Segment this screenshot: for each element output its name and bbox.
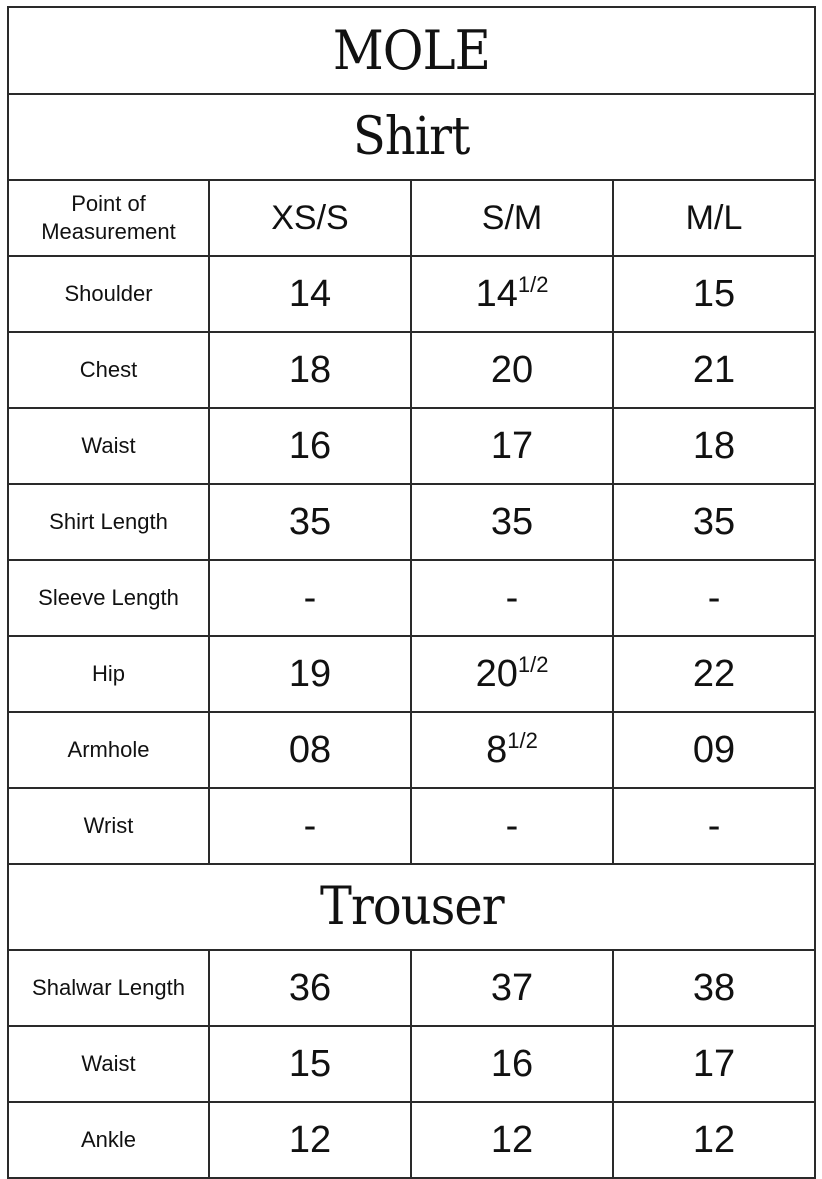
value-main: - [707, 576, 721, 619]
row-label: Hip [8, 636, 209, 712]
row-label: Ankle [8, 1102, 209, 1178]
measurement-value [209, 1102, 411, 1178]
measurement-value [613, 788, 815, 864]
section-title-cell [8, 864, 815, 950]
value-main: 20 [475, 652, 518, 695]
value-main: 19 [288, 652, 332, 695]
measurement-value [411, 1026, 613, 1102]
measurement-value [209, 636, 411, 712]
value-main: 8 [486, 728, 508, 771]
row-label: Sleeve Length [8, 560, 209, 636]
value-fraction: 1/2 [517, 651, 549, 677]
table-row [8, 484, 815, 560]
table-row [8, 950, 815, 1026]
measurement-value [613, 950, 815, 1026]
measurement-value [209, 332, 411, 408]
row-label: Armhole [8, 712, 209, 788]
value-fraction: 1/2 [517, 271, 549, 297]
measurement-value [613, 1102, 815, 1178]
table-header-row [8, 180, 815, 256]
measurement-value [613, 712, 815, 788]
table-row [8, 408, 815, 484]
value-main: 35 [288, 500, 332, 543]
value-main: 14 [475, 272, 518, 315]
value-main: 38 [692, 966, 736, 1009]
value-main: 22 [692, 652, 736, 695]
measurement-value [613, 1026, 815, 1102]
measurement-value [209, 484, 411, 560]
size-chart-table [7, 6, 816, 1179]
value-main: - [707, 804, 721, 847]
measurement-value [613, 332, 815, 408]
row-label: Chest [8, 332, 209, 408]
value-main: - [505, 576, 519, 619]
value-main: 35 [692, 500, 736, 543]
row-label: Shoulder [8, 256, 209, 332]
value-main: 14 [288, 272, 332, 315]
table-row [8, 560, 815, 636]
brand-cell [8, 7, 815, 94]
measurement-value [411, 256, 613, 332]
value-main: 37 [490, 966, 534, 1009]
value-fraction: 1/2 [507, 727, 538, 753]
value-main: 36 [288, 966, 332, 1009]
header-line: Measurement [41, 219, 176, 244]
value-main: 15 [692, 272, 736, 315]
row-label: Shalwar Length [8, 950, 209, 1026]
measurement-value [613, 484, 815, 560]
measurement-value [613, 256, 815, 332]
measurement-value [411, 636, 613, 712]
measurement-value [411, 1102, 613, 1178]
row-label: Waist [8, 1026, 209, 1102]
measurement-value [209, 1026, 411, 1102]
value-main: 17 [692, 1042, 736, 1085]
size-header-s-m: S/M [411, 180, 613, 256]
brand-row [8, 7, 815, 94]
value-main: 12 [692, 1118, 736, 1161]
measurement-value [411, 484, 613, 560]
table-row [8, 636, 815, 712]
measurement-value [411, 712, 613, 788]
row-label: Wrist [8, 788, 209, 864]
section-title-cell [8, 94, 815, 180]
table-row [8, 1102, 815, 1178]
measurement-value [613, 560, 815, 636]
value-main: 16 [490, 1042, 534, 1085]
size-header-xs-s: XS/S [209, 180, 411, 256]
value-main: - [303, 576, 317, 619]
measurement-value [411, 332, 613, 408]
measurement-value [209, 788, 411, 864]
measurement-value [613, 408, 815, 484]
measurement-value [613, 636, 815, 712]
row-label: Waist [8, 408, 209, 484]
value-main: 09 [692, 728, 736, 771]
table-row [8, 712, 815, 788]
section-title-trouser: Trouser [319, 877, 504, 937]
value-main: 08 [288, 728, 332, 771]
table-row [8, 332, 815, 408]
measurement-value [209, 950, 411, 1026]
section-title-shirt: Shirt [353, 107, 470, 167]
size-header-m-l: M/L [613, 180, 815, 256]
value-main: 18 [692, 424, 736, 467]
measurement-value [209, 712, 411, 788]
table-row [8, 256, 815, 332]
value-main: 16 [288, 424, 332, 467]
point-of-measurement-header [8, 180, 209, 256]
value-main: 17 [490, 424, 534, 467]
value-main: 35 [490, 500, 534, 543]
measurement-value [411, 408, 613, 484]
section-row-shirt [8, 94, 815, 180]
section-row-trouser [8, 864, 815, 950]
table-row [8, 1026, 815, 1102]
header-line: Point of [71, 191, 146, 216]
value-main: 20 [490, 348, 534, 391]
measurement-value [209, 408, 411, 484]
value-main: 21 [692, 348, 736, 391]
value-main: 15 [288, 1042, 332, 1085]
brand-name: MOLE [332, 19, 491, 82]
measurement-value [411, 788, 613, 864]
measurement-value [209, 560, 411, 636]
measurement-value [411, 560, 613, 636]
value-main: 12 [288, 1118, 332, 1161]
row-label: Shirt Length [8, 484, 209, 560]
measurement-value [209, 256, 411, 332]
value-main: - [303, 804, 317, 847]
measurement-value [411, 950, 613, 1026]
value-main: 18 [288, 348, 332, 391]
table-row [8, 788, 815, 864]
value-main: 12 [490, 1118, 534, 1161]
value-main: - [505, 804, 519, 847]
